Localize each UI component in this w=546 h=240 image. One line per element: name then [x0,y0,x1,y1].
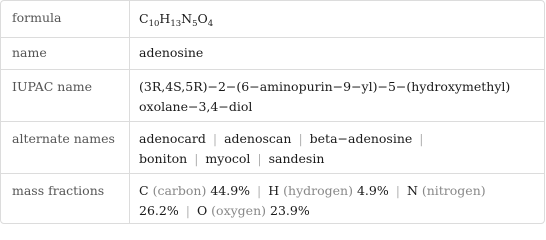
alternate-names-line-2 [139,149,431,169]
mass-fraction-carbon: C (carbon) 44.9% [139,183,251,198]
separator: | [194,151,199,166]
table-row-formula [1,1,544,37]
table-row-alternate-names [1,121,544,174]
separator: | [257,151,262,166]
alternate-name: beta−adenosine [309,131,413,146]
alternate-names-label: alternate names [12,131,115,146]
iupac-name-value [139,77,510,117]
mass-fractions-value [139,181,486,221]
mass-fractions-line-1 [139,181,486,201]
separator: | [185,203,190,218]
separator: | [395,183,400,198]
separator: | [212,131,218,146]
table-row-mass-fractions [1,173,544,225]
formula-element-h: $H_{13}$ [159,11,182,29]
iupac-name-label: IUPAC name [12,79,93,94]
formula-value [139,9,213,29]
formula-element-o: $O_4$ [197,11,214,29]
separator: | [298,131,303,146]
formula-label: formula [12,10,62,25]
table-row-name [1,37,544,70]
iupac-name-line-2: oxolane−3,4−diol [139,99,253,114]
alternate-names-value [139,129,431,169]
mass-fractions-line-2 [139,201,486,221]
alternate-name: myocol [205,151,251,166]
formula-element-n: $N_5$ [181,11,198,29]
alternate-names-line-1 [139,129,431,149]
formula-element-c: $C_{10}$ [139,11,160,29]
iupac-name-line-1: (3R,4S,5R)−2−(6−aminopurin−9−yl)−5−(hydroxymethyl) [139,79,511,94]
name-value: adenosine [139,45,204,60]
alternate-name: boniton [139,151,188,166]
separator: | [257,183,262,198]
table-row-iupac-name [1,69,544,122]
mass-fraction-nitrogen-part: N (nitrogen) [406,183,486,198]
mass-fraction-hydrogen: H (hydrogen) 4.9% [268,183,389,198]
alternate-name: sandesin [268,151,325,166]
alternate-name: adenoscan [224,131,292,146]
name-label: name [12,45,47,60]
mass-fraction-nitrogen-pct: 26.2% [139,203,179,218]
separator: | [419,131,424,146]
alternate-name: adenocard [139,131,206,146]
mass-fraction-oxygen: O (oxygen) 23.9% [196,203,310,218]
mass-fractions-label: mass fractions [12,183,105,198]
